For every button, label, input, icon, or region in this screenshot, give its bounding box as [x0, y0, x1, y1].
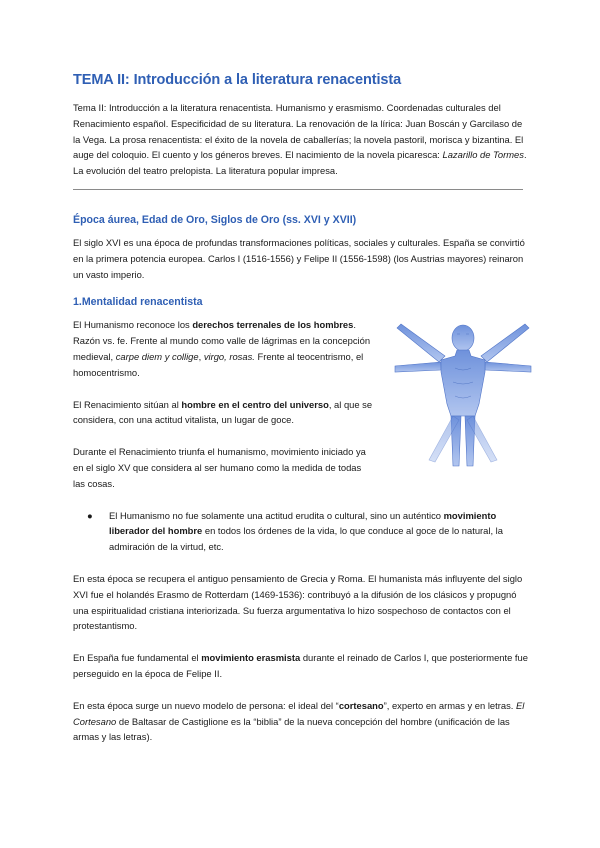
bold-movimiento-liberador: movimiento liberador del hombre	[109, 509, 497, 537]
text-run: En España fue fundamental el	[73, 652, 202, 664]
horizontal-divider	[73, 189, 523, 190]
vitruvian-man-illustration	[393, 320, 533, 468]
topic-summary	[73, 100, 528, 179]
summary-text: Tema II: Introducción a la literatura renacentista. Humanismo y erasmismo. Coordenadas culturales del Renacimiento español. Especificidad de su literatura. La renovación de la lírica: Juan Boscán y Garcilaso de la Vega. La prosa renacentista: el éxito de la novela de caballerías; la novela pastoril, morisca y bizantina. El auge del coloquio. El cuento y los géneros breves. El nacimiento de la novela picaresca:	[73, 102, 524, 161]
text-run: , al que se considera, con una actitud vitalista, un lugar de goce.	[73, 398, 373, 426]
bold-derechos-terrenales: derechos terrenales de los hombres	[192, 319, 354, 331]
text-run: ”, experto en armas y en letras.	[383, 699, 516, 711]
bullet-dot-icon: ●	[87, 509, 93, 521]
text-run: en todos los órdenes de la vida, lo que conduce al goce de lo natural, la admiración de la virtud, etc.	[109, 525, 503, 553]
text-run: durante el reinado de Carlos I, que posteriormente fue perseguido en la época de Felipe II.	[73, 652, 528, 679]
bullet-item-movimiento-liberador	[73, 508, 528, 555]
section-heading-mentalidad: 1.Mentalidad renacentista	[73, 296, 203, 309]
bold-hombre-centro: hombre en el centro del universo	[181, 398, 329, 410]
paragraph-humanismo	[73, 317, 373, 380]
paragraph-renacimiento	[73, 397, 373, 429]
paragraph-siglo-xvi: El siglo XVI es una época de profundas transformaciones políticas, sociales y culturales. España se convirtió en la primera potencia europea. Carlos I (1516-1556) y Felipe II (1556-1598) (los Austrias mayores) reinaron un vasto imperio.	[73, 236, 525, 280]
paragraph-humanismo-triunfa: Durante el Renacimiento triunfa el humanismo, movimiento iniciado ya en el siglo XV que considera al ser humano como la medida de todas las cosas.	[73, 446, 366, 489]
bold-cortesano: cortesano	[338, 699, 384, 711]
text-run: El Humanismo no fue solamente una actitud erudita o cultural, sino un auténtico	[109, 509, 444, 521]
italic-virgo-rosas: virgo, rosas.	[203, 350, 255, 362]
text-run: El Renacimiento sitúan al	[73, 398, 182, 410]
paragraph-erasmo: En esta época se recupera el antiguo pensamiento de Grecia y Roma. El humanista más influyente del siglo XVI fue el holandés Erasmo de Rotterdam (1469-1536): contribuyó a la difusión de los clásicos y propugnó una espiritualidad cristiana interiorizada. Su fuerza argumentativa lo hizo sospechoso de contactos con el protestantismo.	[73, 572, 523, 632]
text-run: Frente al teocentrismo, el homocentrismo.	[73, 350, 364, 378]
section-heading-epoca-aurea: Época áurea, Edad de Oro, Siglos de Oro (ss. XVI y XVII)	[73, 213, 357, 226]
paragraph-erasmismo	[73, 650, 528, 682]
paragraph-cortesano	[73, 698, 528, 745]
italic-carpe-diem: carpe diem y collige	[115, 350, 199, 362]
italic-el-cortesano: El Cortesano	[73, 699, 525, 727]
text-run: ,	[198, 350, 204, 362]
text-run: El Humanismo reconoce los	[73, 319, 193, 331]
text-run: . Razón vs. fe. Frente al mundo como valle de lágrimas en la concepción medieval,	[73, 319, 371, 362]
summary-text-end: . La evolución del teatro prelopista. La literatura popular impresa.	[73, 149, 527, 177]
text-run: de Baltasar de Castiglione es la “biblia” de la nueva concepción del hombre (unificación de las armas y las letras).	[73, 715, 510, 743]
intro-column	[73, 317, 373, 491]
bold-movimiento-erasmista: movimiento erasmista	[201, 652, 301, 664]
page-title: TEMA II: Introducción a la literatura renacentista	[73, 72, 402, 88]
summary-italic-lazarillo: Lazarillo de Tormes	[442, 149, 524, 161]
text-run: En esta época surge un nuevo modelo de persona: el ideal del “	[73, 699, 339, 711]
vitruvian-man-icon	[393, 320, 533, 468]
